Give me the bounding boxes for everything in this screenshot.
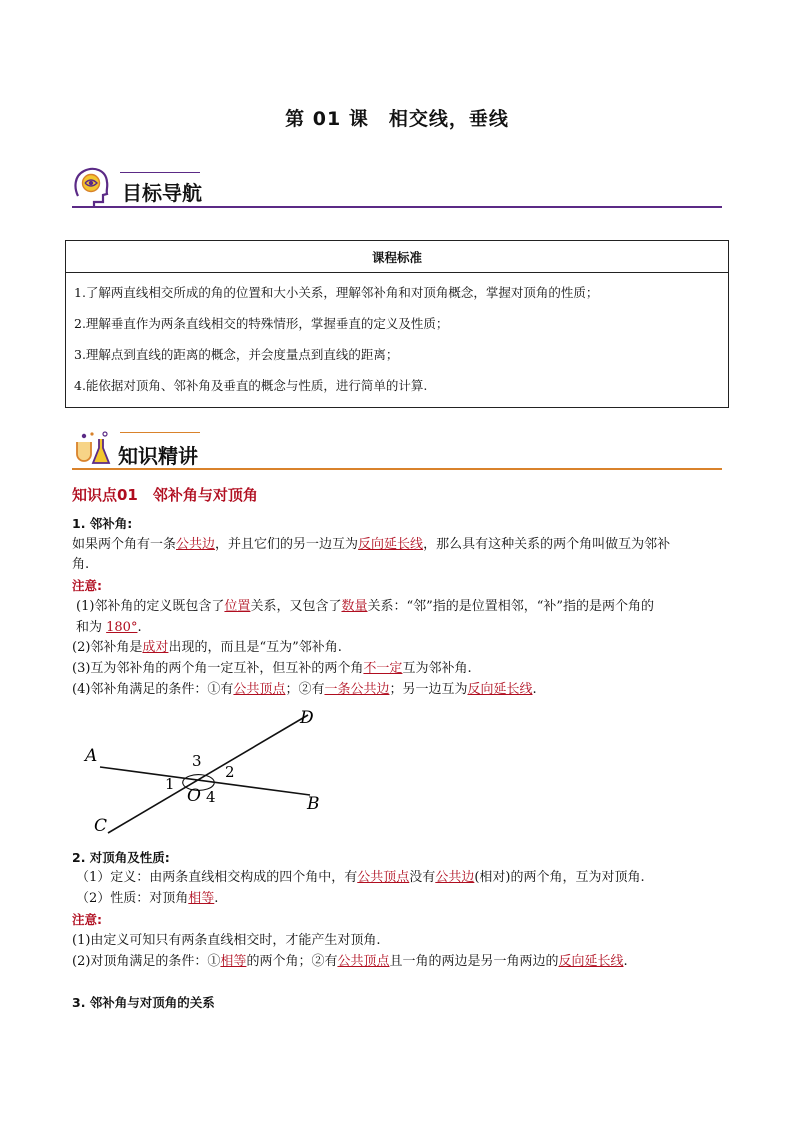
term-reverse-extension: 反向延长线 bbox=[467, 682, 533, 697]
term-common-vertex: 公共顶点 bbox=[337, 954, 390, 969]
text: (4)邻补角满足的条件：①有 bbox=[72, 682, 234, 697]
standard-item: 3.理解点到直线的距离的概念，并会度量点到直线的距离； bbox=[74, 347, 399, 362]
label-b: B bbox=[307, 794, 320, 814]
label-d: D bbox=[300, 708, 314, 728]
text: . bbox=[532, 682, 537, 697]
term-reverse-extension: 反向延长线 bbox=[558, 954, 624, 969]
kp1-title: 知识点01 邻补角与对顶角 bbox=[72, 486, 258, 504]
s1-note2 bbox=[72, 638, 342, 657]
s2-note2 bbox=[72, 952, 628, 971]
s1-note-label: 注意: bbox=[72, 578, 102, 593]
term-quantity: 数量 bbox=[341, 599, 368, 614]
s1-note1-line1 bbox=[76, 597, 654, 616]
text: (相对)的两个角，互为对顶角. bbox=[474, 870, 645, 885]
term-common-vertex: 公共顶点 bbox=[233, 682, 286, 697]
text: (2)邻补角是 bbox=[72, 640, 143, 655]
term-common-side: 公共边 bbox=[435, 870, 475, 885]
page-title: 第 01 课 相交线，垂线 bbox=[285, 108, 509, 130]
knowledge-heading: 知识精讲 bbox=[118, 444, 198, 468]
s1-note4 bbox=[72, 680, 537, 699]
knowledge-section-header bbox=[72, 430, 722, 470]
label-angle-3: 3 bbox=[192, 752, 202, 770]
label-angle-1: 1 bbox=[165, 775, 175, 793]
text: ，那么具有这种关系的两个角叫做互为邻补 bbox=[423, 537, 671, 552]
s2-note1: (1)由定义可知只有两条直线相交时，才能产生对顶角. bbox=[72, 933, 381, 948]
term-180: 180° bbox=[106, 620, 138, 635]
term-common-side: 公共边 bbox=[176, 537, 216, 552]
header-short-rule bbox=[120, 432, 200, 433]
label-angle-4: 4 bbox=[206, 788, 216, 806]
s1-heading: 1. 邻补角: bbox=[72, 516, 133, 531]
term-position: 位置 bbox=[224, 599, 251, 614]
text: 没有 bbox=[409, 870, 436, 885]
text: 和为 bbox=[76, 620, 107, 635]
s1-note3 bbox=[72, 659, 472, 678]
goal-heading: 目标导航 bbox=[122, 181, 202, 205]
standard-item: 4.能依据对顶角、邻补角及垂直的概念与性质，进行简单的计算. bbox=[74, 378, 428, 393]
text: . bbox=[623, 954, 628, 969]
term-one-common-side: 一条公共边 bbox=[324, 682, 390, 697]
brain-head-icon bbox=[72, 166, 112, 208]
lab-flask-icon bbox=[72, 430, 112, 468]
header-short-rule bbox=[120, 172, 200, 173]
term-common-vertex: 公共顶点 bbox=[357, 870, 410, 885]
s2-property bbox=[76, 889, 218, 908]
text: . bbox=[137, 620, 142, 635]
label-o: O bbox=[187, 786, 201, 806]
text: （1）定义：由两条直线相交构成的四个角中，有 bbox=[76, 870, 358, 885]
s2-heading: 2. 对顶角及性质: bbox=[72, 850, 170, 865]
line-ab bbox=[100, 767, 310, 795]
text: . bbox=[214, 891, 219, 906]
text: 且一角的两边是另一角两边的 bbox=[389, 954, 559, 969]
s2-note-label: 注意: bbox=[72, 912, 102, 927]
text: 出现的，而且是“互为”邻补角. bbox=[168, 640, 342, 655]
text: ；另一边互为 bbox=[389, 682, 468, 697]
text: （2）性质：对顶角 bbox=[76, 891, 189, 906]
s1-definition-line2: 角. bbox=[72, 557, 90, 572]
intersecting-lines-figure bbox=[80, 705, 340, 840]
term-reverse-extension: 反向延长线 bbox=[358, 537, 424, 552]
goal-divider bbox=[72, 206, 722, 208]
label-c: C bbox=[94, 816, 108, 836]
text: ，并且它们的另一边互为 bbox=[215, 537, 359, 552]
text: 关系，又包含了 bbox=[250, 599, 342, 614]
text: (3)互为邻补角的两个角一定互补，但互补的两个角 bbox=[72, 661, 364, 676]
s2-definition bbox=[76, 868, 645, 887]
text: ；②有 bbox=[285, 682, 325, 697]
term-equal: 相等 bbox=[188, 891, 215, 906]
term-paired: 成对 bbox=[142, 640, 169, 655]
standards-header: 课程标准 bbox=[66, 241, 729, 273]
term-not-necessarily: 不一定 bbox=[363, 661, 403, 676]
standards-table bbox=[65, 240, 729, 408]
s3-heading: 3. 邻补角与对顶角的关系 bbox=[72, 995, 215, 1010]
label-angle-2: 2 bbox=[225, 763, 235, 781]
text: 的两个角；②有 bbox=[246, 954, 338, 969]
text: 关系：“邻”指的是位置相邻，“补”指的是两个角的 bbox=[367, 599, 655, 614]
standard-item: 2.理解垂直作为两条直线相交的特殊情形，掌握垂直的定义及性质； bbox=[74, 316, 449, 331]
label-a: A bbox=[85, 746, 98, 766]
text: (1)邻补角的定义既包含了 bbox=[76, 599, 225, 614]
standards-body bbox=[66, 273, 729, 408]
goal-section-header bbox=[72, 166, 722, 210]
s1-definition-line1 bbox=[72, 535, 670, 554]
standard-item: 1.了解两直线相交所成的角的位置和大小关系，理解邻补角和对顶角概念，掌握对顶角的性质； bbox=[74, 285, 599, 300]
term-equal: 相等 bbox=[220, 954, 247, 969]
s1-note1-line2 bbox=[76, 618, 142, 637]
text: 如果两个角有一条 bbox=[72, 537, 177, 552]
knowledge-divider bbox=[72, 468, 722, 470]
text: 互为邻补角. bbox=[402, 661, 472, 676]
text: (2)对顶角满足的条件：① bbox=[72, 954, 221, 969]
line-cd bbox=[108, 715, 308, 833]
